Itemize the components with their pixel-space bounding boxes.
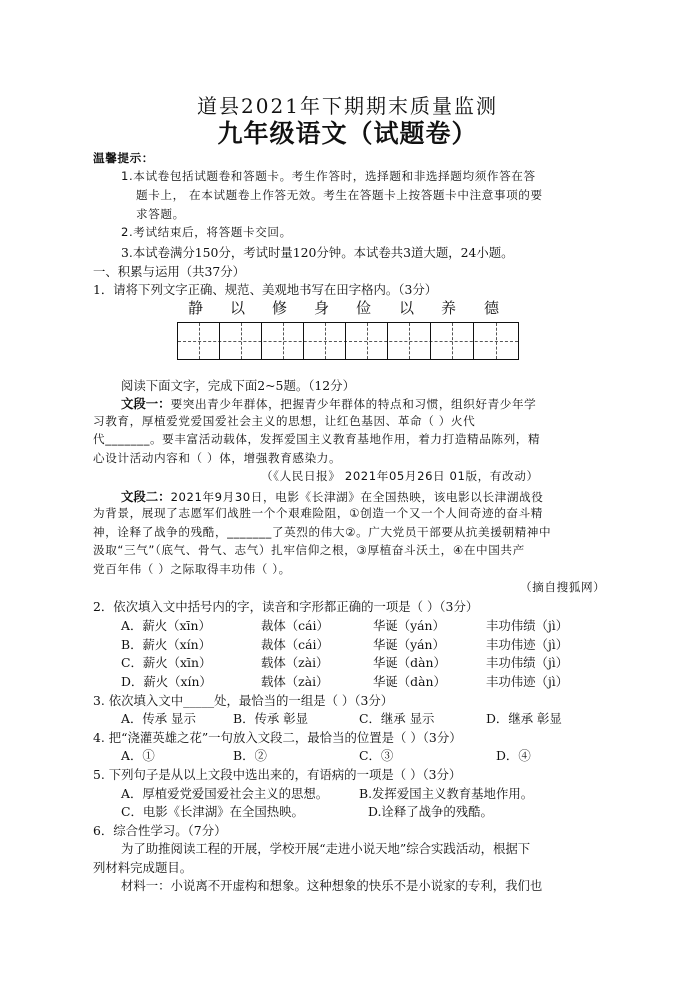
passage1-line3: 代_______。要丰富活动载体，发挥爱国主义教育基地作用，着力打造精品陈列，精 bbox=[93, 432, 541, 446]
q1-stem: 1．请将下列文字正确、规范、美观地书写在田字格内。（3分） bbox=[93, 282, 438, 297]
exam-subtitle: 九年级语文（试题卷） bbox=[217, 119, 478, 148]
q5-option-b[interactable]: B.发挥爱国主义教育基地作用。 bbox=[359, 786, 534, 801]
q3-option-d[interactable]: D．继承 彰显 bbox=[486, 711, 562, 726]
q5-option-d[interactable]: D.诠释了战争的残酷。 bbox=[368, 804, 493, 819]
q2-option-b-word4: 丰功伟迹（jì） bbox=[486, 637, 569, 652]
q2-option-b-word2: 裁体（cái） bbox=[261, 637, 329, 652]
passage1-label: 文段一： bbox=[121, 396, 171, 411]
q2-option-a[interactable]: A．薪火（xīn） bbox=[121, 618, 211, 633]
q2-option-b[interactable]: B．薪火（xín） bbox=[121, 637, 211, 652]
q4-stem: 4. 把“浇灌英雄之花”一句放入文段二，最恰当的位置是（ ）（3分） bbox=[93, 730, 462, 745]
passage2-line1: 2021年9月30日，电影《长津湖》在全国热映，该电影以长津湖战役 bbox=[170, 490, 544, 504]
q1-char: 俭 bbox=[356, 299, 372, 317]
q1-char: 静 bbox=[188, 299, 204, 317]
grid-cell[interactable] bbox=[304, 323, 346, 359]
passage2-line4: 汲取“三气”（底气、骨气、志气）扎牢信仰之根，③厚植奋斗沃土，④在中国共产 bbox=[93, 543, 525, 557]
q2-option-a-word3: 华诞（yán） bbox=[373, 618, 445, 633]
q3-option-a[interactable]: A．传承 显示 bbox=[121, 711, 196, 726]
notice-item1-line2: 题卡上， 在本试题卷上作答无效。考生在答题卡上按答题卡中注意事项的要 bbox=[136, 188, 543, 202]
passage1-line2: 习教育，厚植爱党爱国爱社会主义的思想，让红色基因、革命（ ）火代 bbox=[93, 414, 476, 428]
q4-option-a[interactable]: A．① bbox=[121, 748, 155, 763]
q1-char: 以 bbox=[230, 299, 246, 317]
q2-option-a-word4: 丰功伟绩（jì） bbox=[486, 618, 569, 633]
section1-heading: 一、积累与运用（共37分） bbox=[93, 264, 246, 279]
q1-char: 修 bbox=[272, 299, 288, 317]
notice-item1-line1: 1.本试卷包括试题卷和答题卡。考生作答时，选择题和非选择题均须作答在答 bbox=[121, 169, 536, 183]
writing-grid[interactable] bbox=[177, 322, 519, 360]
q4-option-c[interactable]: C．③ bbox=[359, 748, 394, 763]
q1-char: 身 bbox=[314, 299, 330, 317]
notice-item1-line3: 求答题。 bbox=[136, 207, 185, 221]
grid-cell[interactable] bbox=[262, 323, 304, 359]
q6-line2: 列材料完成题目。 bbox=[93, 860, 193, 875]
q2-option-c-word3: 华诞（dàn） bbox=[373, 655, 446, 670]
q3-option-b[interactable]: B．传承 彰显 bbox=[233, 711, 308, 726]
q2-option-c-word2: 载体（zài） bbox=[261, 655, 329, 670]
passage2-line5: 党百年伟（ ）之际取得丰功伟（ ）。 bbox=[93, 562, 291, 576]
q2-stem: 2．依次填入文中括号内的字，读音和字形都正确的一项是（ ）（3分） bbox=[93, 599, 479, 614]
q2-option-c-word4: 丰功伟绩（jì） bbox=[486, 655, 569, 670]
q2-option-a-word2: 裁体（cái） bbox=[261, 618, 329, 633]
q2-option-c[interactable]: C．薪火（xīn） bbox=[121, 655, 212, 670]
passage2-source: （摘自搜狐网） bbox=[520, 580, 606, 594]
q4-option-b[interactable]: B．② bbox=[233, 748, 267, 763]
q1-char: 以 bbox=[399, 299, 415, 317]
q2-option-d-word3: 华诞（dàn） bbox=[373, 674, 446, 689]
passage2-line3: 神，诠释了战争的残酷，_______了英烈的伟大②。广大党员干部要从抗美援朝精神中 bbox=[93, 525, 552, 539]
q2-option-d-word4: 丰功伟迹（jì） bbox=[486, 674, 569, 689]
q5-option-c[interactable]: C．电影《长津湖》在全国热映。 bbox=[121, 804, 304, 819]
q3-stem: 3. 依次填入文中_____处，最恰当的一组是（ ）（3分） bbox=[93, 693, 394, 708]
passage2-label: 文段二： bbox=[121, 489, 171, 504]
grid-cell[interactable] bbox=[388, 323, 431, 359]
passage1-line1: 要突出青少年群体，把握青少年群体的特点和习惯，组织好青少年学 bbox=[170, 397, 537, 411]
notice-label: 温馨提示： bbox=[93, 151, 154, 165]
reading-intro: 阅读下面文字，完成下面2~5题。（12分） bbox=[121, 378, 355, 393]
grid-cell[interactable] bbox=[431, 323, 474, 359]
grid-cell[interactable] bbox=[346, 323, 388, 359]
passage1-source: （《人民日报》 2021年05月26日 01版，有改动） bbox=[261, 469, 539, 483]
q6-stem: 6．综合性学习。（7分） bbox=[93, 823, 227, 838]
q2-option-d[interactable]: D．薪火（xín） bbox=[121, 674, 212, 689]
grid-cell[interactable] bbox=[220, 323, 262, 359]
q6-line1: 为了助推阅读工程的开展，学校开展“走进小说天地”综合实践活动，根据下 bbox=[121, 841, 531, 856]
passage1-line4: 心设计活动内容和（ ）体，增强教育感染力。 bbox=[93, 451, 342, 465]
q6-line3: 材料一：小说离不开虚构和想象。这种想象的快乐不是小说家的专利，我们也 bbox=[121, 878, 543, 893]
grid-cell[interactable] bbox=[178, 323, 220, 359]
notice-item3: 3.本试卷满分150分，考试时量120分钟。本试卷共3道大题，24小题。 bbox=[121, 245, 514, 260]
q5-stem: 5. 下列句子是从以上文段中选出来的，有语病的一项是（ ）（3分） bbox=[93, 767, 462, 782]
passage2-line2: 为背景，展现了志愿军们战胜一个个艰难险阻，①创造一个又一个人间奇迹的奋斗精 bbox=[93, 506, 543, 520]
q5-option-a[interactable]: A．厚植爱党爱国爱社会主义的思想。 bbox=[121, 786, 329, 801]
q2-option-d-word2: 载体（zài） bbox=[261, 674, 329, 689]
notice-item2: 2.考试结束后，将答题卡交回。 bbox=[121, 225, 292, 239]
exam-title: 道县2021年下期期末质量监测 bbox=[197, 94, 498, 118]
q1-char: 德 bbox=[484, 299, 500, 317]
q2-option-b-word3: 华诞（yán） bbox=[373, 637, 445, 652]
q3-option-c[interactable]: C．继承 显示 bbox=[359, 711, 435, 726]
q1-char: 养 bbox=[441, 299, 457, 317]
grid-cell[interactable] bbox=[474, 323, 518, 359]
q4-option-d[interactable]: D．④ bbox=[496, 748, 531, 763]
